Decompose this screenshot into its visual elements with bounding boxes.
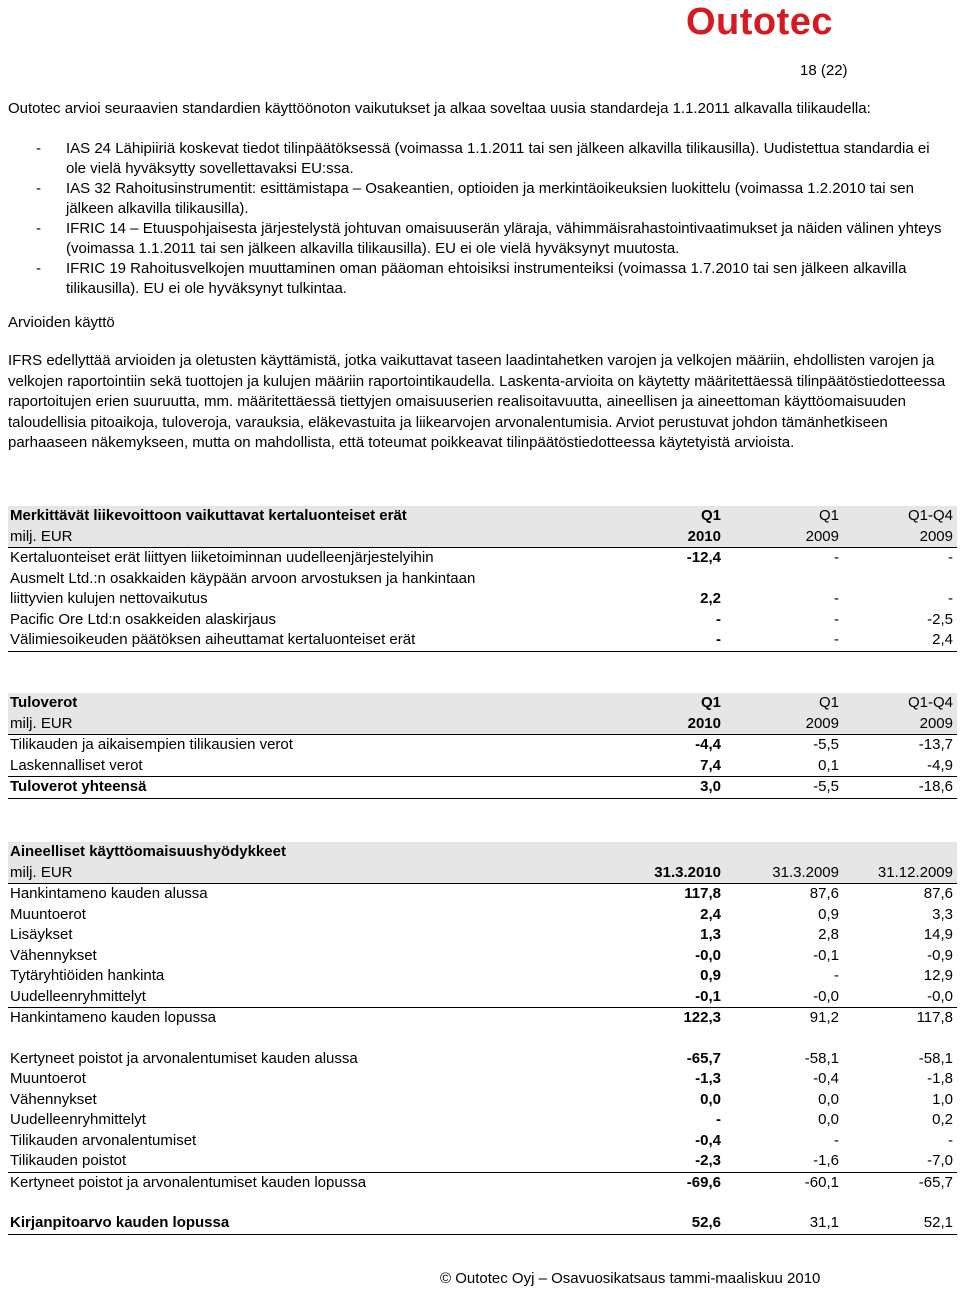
- row-label: Hankintameno kauden alussa: [10, 885, 208, 902]
- cell-value: 2,4: [843, 630, 957, 651]
- table-row: [8, 925, 957, 946]
- table-row: [8, 987, 957, 1008]
- row-label: Kirjanpitoarvo kauden lopussa: [8, 1213, 621, 1234]
- cell-value: 52,1: [843, 1213, 957, 1234]
- row-label: Lisäykset: [10, 926, 73, 943]
- table-total-row: [8, 777, 957, 799]
- table-row: [8, 1069, 957, 1090]
- cell-value: -65,7: [918, 1173, 953, 1191]
- table-row: [8, 569, 957, 590]
- company-logo: Outotec: [686, 1, 834, 43]
- cell-value: 0,1: [725, 756, 843, 777]
- table-subtotal-row: [8, 1172, 957, 1193]
- column-year: 2010: [621, 527, 725, 548]
- cell-value: 117,8: [916, 1009, 953, 1026]
- cell-value: -: [834, 590, 839, 607]
- cell-value: 0,0: [818, 1090, 839, 1108]
- column-year: 2009: [725, 527, 843, 548]
- page-number: 18 (22): [800, 62, 848, 79]
- table-subheader-row: [8, 714, 957, 735]
- cell-value: -2,3: [621, 1151, 725, 1172]
- table-row: [8, 884, 957, 905]
- table-row: [8, 735, 957, 756]
- row-label: Välimiesoikeuden päätöksen aiheuttamat kertaluonteiset erät: [8, 630, 621, 651]
- cell-value: 3,3: [932, 905, 953, 923]
- cell-value: -0,0: [695, 946, 721, 964]
- cell-value: -5,5: [813, 736, 839, 753]
- cell-value: -0,0: [843, 987, 957, 1008]
- cell-value: -1,3: [695, 1070, 721, 1087]
- cell-value: -: [716, 610, 721, 628]
- cell-value: 2,4: [700, 905, 721, 923]
- column-header: Q1: [725, 506, 843, 527]
- table-spacer: [8, 1029, 957, 1049]
- table-subtotal-row: [8, 1008, 957, 1029]
- table-row: [8, 589, 957, 610]
- table-subheader-row: [8, 527, 957, 548]
- bullet-dash: -: [36, 140, 41, 157]
- cell-value: -13,7: [918, 736, 953, 753]
- row-label: Tilikauden arvonalentumiset: [10, 1131, 197, 1149]
- table-row: [8, 966, 957, 987]
- cell-value: -: [725, 630, 843, 651]
- bullet-dash: -: [36, 220, 41, 237]
- row-label: Muuntoerot: [10, 1070, 86, 1087]
- table-row: [8, 905, 957, 926]
- table-title: Aineelliset käyttöomaisuushyödykkeet: [8, 842, 621, 863]
- column-header: Q1: [725, 693, 843, 714]
- cell-value: 1,3: [700, 926, 721, 943]
- standards-list: [8, 139, 952, 299]
- cell-value: -4,9: [843, 756, 957, 777]
- cell-value: -69,6: [686, 1173, 721, 1191]
- table-row: [8, 1131, 957, 1152]
- table-row: [8, 1151, 957, 1172]
- cell-value: 31,1: [725, 1213, 843, 1234]
- unit-label: milj. EUR: [8, 863, 621, 884]
- cell-value: -: [834, 549, 839, 566]
- table-row: [8, 1090, 957, 1111]
- cell-value: [725, 569, 843, 590]
- table-header-row: [8, 693, 957, 714]
- list-item: [8, 139, 952, 179]
- row-label: Muuntoerot: [10, 905, 86, 923]
- column-year: 2009: [725, 714, 843, 735]
- cell-value: -5,5: [725, 777, 843, 799]
- unit-label: milj. EUR: [8, 527, 621, 548]
- cell-value: -: [948, 1131, 953, 1149]
- column-header: Q1: [621, 506, 725, 527]
- cell-value: -0,4: [813, 1070, 839, 1087]
- table-row: [8, 1049, 957, 1070]
- cell-value: 0,9: [818, 905, 839, 923]
- column-header: [621, 842, 725, 863]
- cell-value: -65,7: [686, 1049, 721, 1067]
- tangible-assets-table: [8, 842, 957, 1235]
- cell-value: 2,2: [700, 590, 721, 607]
- cell-value: 0,0: [818, 1111, 839, 1128]
- intro-text: Outotec arvioi seuraavien standardien käyttöönoton vaikutukset ja alkaa soveltaa uusia standardeja 1.1.2011 alkavalla tilikaudella:: [8, 100, 871, 117]
- list-item-text: IAS 24 Lähipiiriä koskevat tiedot tilinpäätöksessä (voimassa 1.1.2011 tai sen jälkeen alkavilla tilikausilla). Uudistettua standardia ei ole vielä hyväksytty sovellettavaksi EU:ssa.: [66, 140, 930, 177]
- list-item-text: IFRIC 19 Rahoitusvelkojen muuttaminen oman pääoman ehtoisiksi instrumenteiksi (voimassa 1.7.2010 tai sen jälkeen alkavilla tilikausilla). EU ei ole hyväksynyt tulkintaa.: [66, 260, 907, 297]
- cell-value: 12,9: [923, 967, 953, 984]
- table-spacer: [8, 1193, 957, 1213]
- cell-value: -0,4: [695, 1131, 721, 1149]
- row-label: Tilikauden poistot: [8, 1151, 621, 1172]
- table-row: [8, 756, 957, 777]
- cell-value: 117,8: [684, 885, 721, 902]
- cell-value: -4,4: [695, 736, 721, 753]
- row-label: Tuloverot yhteensä: [8, 777, 621, 799]
- cell-value: 3,0: [621, 777, 725, 799]
- cell-value: -58,1: [918, 1049, 953, 1067]
- cell-value: -: [948, 590, 953, 607]
- column-date: 31.3.2010: [621, 863, 725, 884]
- income-tax-table: [8, 693, 957, 799]
- cell-value: -: [834, 967, 839, 984]
- one-off-items-table: [8, 506, 957, 652]
- row-label: Uudelleenryhmittelyt: [8, 987, 621, 1008]
- cell-value: [843, 569, 957, 590]
- cell-value: -: [834, 1131, 839, 1149]
- table-subheader-row: [8, 863, 957, 884]
- cell-value: 0,0: [700, 1090, 721, 1108]
- row-label: Laskennalliset verot: [8, 756, 621, 777]
- cell-value: -1,6: [725, 1151, 843, 1172]
- column-header: Q1: [621, 693, 725, 714]
- cell-value: -60,1: [804, 1173, 839, 1191]
- bullet-dash: -: [36, 260, 41, 277]
- cell-value: -: [834, 610, 839, 628]
- table-title: Merkittävät liikevoittoon vaikuttavat kertaluonteiset erät: [8, 506, 621, 527]
- cell-value: -0,1: [813, 946, 839, 964]
- table-row: [8, 946, 957, 967]
- row-label: Ausmelt Ltd.:n osakkaiden käypään arvoon arvostuksen ja hankintaan: [10, 569, 476, 587]
- row-label: Tilikauden ja aikaisempien tilikausien verot: [10, 736, 293, 753]
- cell-value: 0,2: [932, 1111, 953, 1128]
- column-header: [843, 842, 957, 863]
- row-label: Uudelleenryhmittelyt: [10, 1111, 146, 1128]
- row-label: Kertaluonteiset erät liittyen liiketoiminnan uudelleenjärjestelyihin: [10, 549, 434, 566]
- row-label: Tytäryhtiöiden hankinta: [10, 967, 165, 984]
- cell-value: -: [948, 549, 953, 566]
- table-title: Tuloverot: [8, 693, 621, 714]
- column-header: Q1-Q4: [843, 506, 957, 527]
- table-row: [8, 548, 957, 569]
- column-year: 2009: [843, 714, 957, 735]
- row-label: Vähennykset: [10, 1090, 97, 1108]
- list-item-text: IFRIC 14 – Etuuspohjaisesta järjestelystä johtuvan omaisuuserän yläraja, vähimmäisrahastointivaatimukset ja näiden välinen yhteys (voimassa 1.1.2011 tai sen jälkeen alkavilla tilikausilla). EU ei ole vielä hyväksynyt muutosta.: [66, 220, 942, 257]
- cell-value: 87,6: [923, 885, 953, 902]
- bullet-dash: -: [36, 180, 41, 197]
- unit-label: milj. EUR: [8, 714, 621, 735]
- estimates-paragraph: IFRS edellyttää arvioiden ja oletusten käyttämistä, jotka vaikuttavat taseen laadintahetken varojen ja velkojen määriin, ehdollisten varojen ja velkojen raportointiin sekä tuottojen ja kulujen määriin raportointikaudella. Laskenta-arvioita on käytetty määritettäessä tilinpäätöstiedotteessa raportoitujen erien suuruutta, mm. määritettäessä tiettyjen omaisuuserien realisoitavuutta, aineellisen ja aineettoman käyttöomaisuuden taloudellisia pitoaikoja, tuloveroja, varauksia, eläkevastuita ja liikearvojen arvonalentumisia. Arviot perustuvat johdon tämänhetkiseen parhaaseen näkemykseen, mutta on mahdollista, että toteumat poikkeavat tilinpäätöstiedotteessa käytetyistä arvioista.: [8, 352, 946, 452]
- cell-value: -12,4: [686, 549, 721, 566]
- cell-value: 2,8: [818, 926, 839, 943]
- column-header: [725, 842, 843, 863]
- table-header-row: [8, 506, 957, 527]
- cell-value: 52,6: [621, 1213, 725, 1234]
- cell-value: 1,0: [932, 1090, 953, 1108]
- cell-value: 87,6: [809, 885, 839, 902]
- column-header: Q1-Q4: [843, 693, 957, 714]
- cell-value: 7,4: [621, 756, 725, 777]
- row-label: Hankintameno kauden lopussa: [10, 1009, 216, 1026]
- cell-value: 0,9: [700, 967, 721, 984]
- cell-value: [621, 569, 725, 590]
- cell-value: -7,0: [843, 1151, 957, 1172]
- row-label: Kertyneet poistot ja arvonalentumiset kauden lopussa: [10, 1173, 367, 1191]
- cell-value: -2,5: [927, 610, 953, 628]
- column-date: 31.12.2009: [843, 863, 957, 884]
- cell-value: -58,1: [804, 1049, 839, 1067]
- table-row: [8, 630, 957, 651]
- column-year: 2009: [843, 527, 957, 548]
- column-year: 2010: [621, 714, 725, 735]
- list-item-text: IAS 32 Rahoitusinstrumentit: esittämistapa – Osakeantien, optioiden ja merkintäoikeuksien luokittelu (voimassa 1.2.2010 tai sen jälkeen alkavilla tilikausilla).: [66, 180, 914, 217]
- cell-value: -18,6: [843, 777, 957, 799]
- row-label: Vähennykset: [10, 946, 97, 964]
- row-label: Pacific Ore Ltd:n osakkeiden alaskirjaus: [10, 610, 276, 628]
- cell-value: 91,2: [809, 1009, 839, 1026]
- list-item: [8, 259, 952, 299]
- cell-value: -0,0: [725, 987, 843, 1008]
- table-row: [8, 610, 957, 631]
- cell-value: -0,1: [621, 987, 725, 1008]
- page-footer: © Outotec Oyj – Osavuosikatsaus tammi-maaliskuu 2010: [440, 1270, 821, 1287]
- cell-value: -: [716, 1111, 721, 1128]
- cell-value: 14,9: [923, 926, 953, 943]
- row-label: Kertyneet poistot ja arvonalentumiset kauden alussa: [10, 1049, 358, 1067]
- table-total-row: [8, 1213, 957, 1234]
- list-item: [8, 219, 952, 259]
- row-label: liittyvien kulujen nettovaikutus: [10, 590, 208, 607]
- table-row: [8, 1110, 957, 1131]
- cell-value: -0,9: [927, 946, 953, 964]
- list-item: [8, 179, 952, 219]
- table-header-row: [8, 842, 957, 863]
- section-title: Arvioiden käyttö: [8, 314, 115, 331]
- column-date: 31.3.2009: [725, 863, 843, 884]
- cell-value: 122,3: [683, 1009, 721, 1026]
- cell-value: -1,8: [927, 1070, 953, 1087]
- cell-value: -: [621, 630, 725, 651]
